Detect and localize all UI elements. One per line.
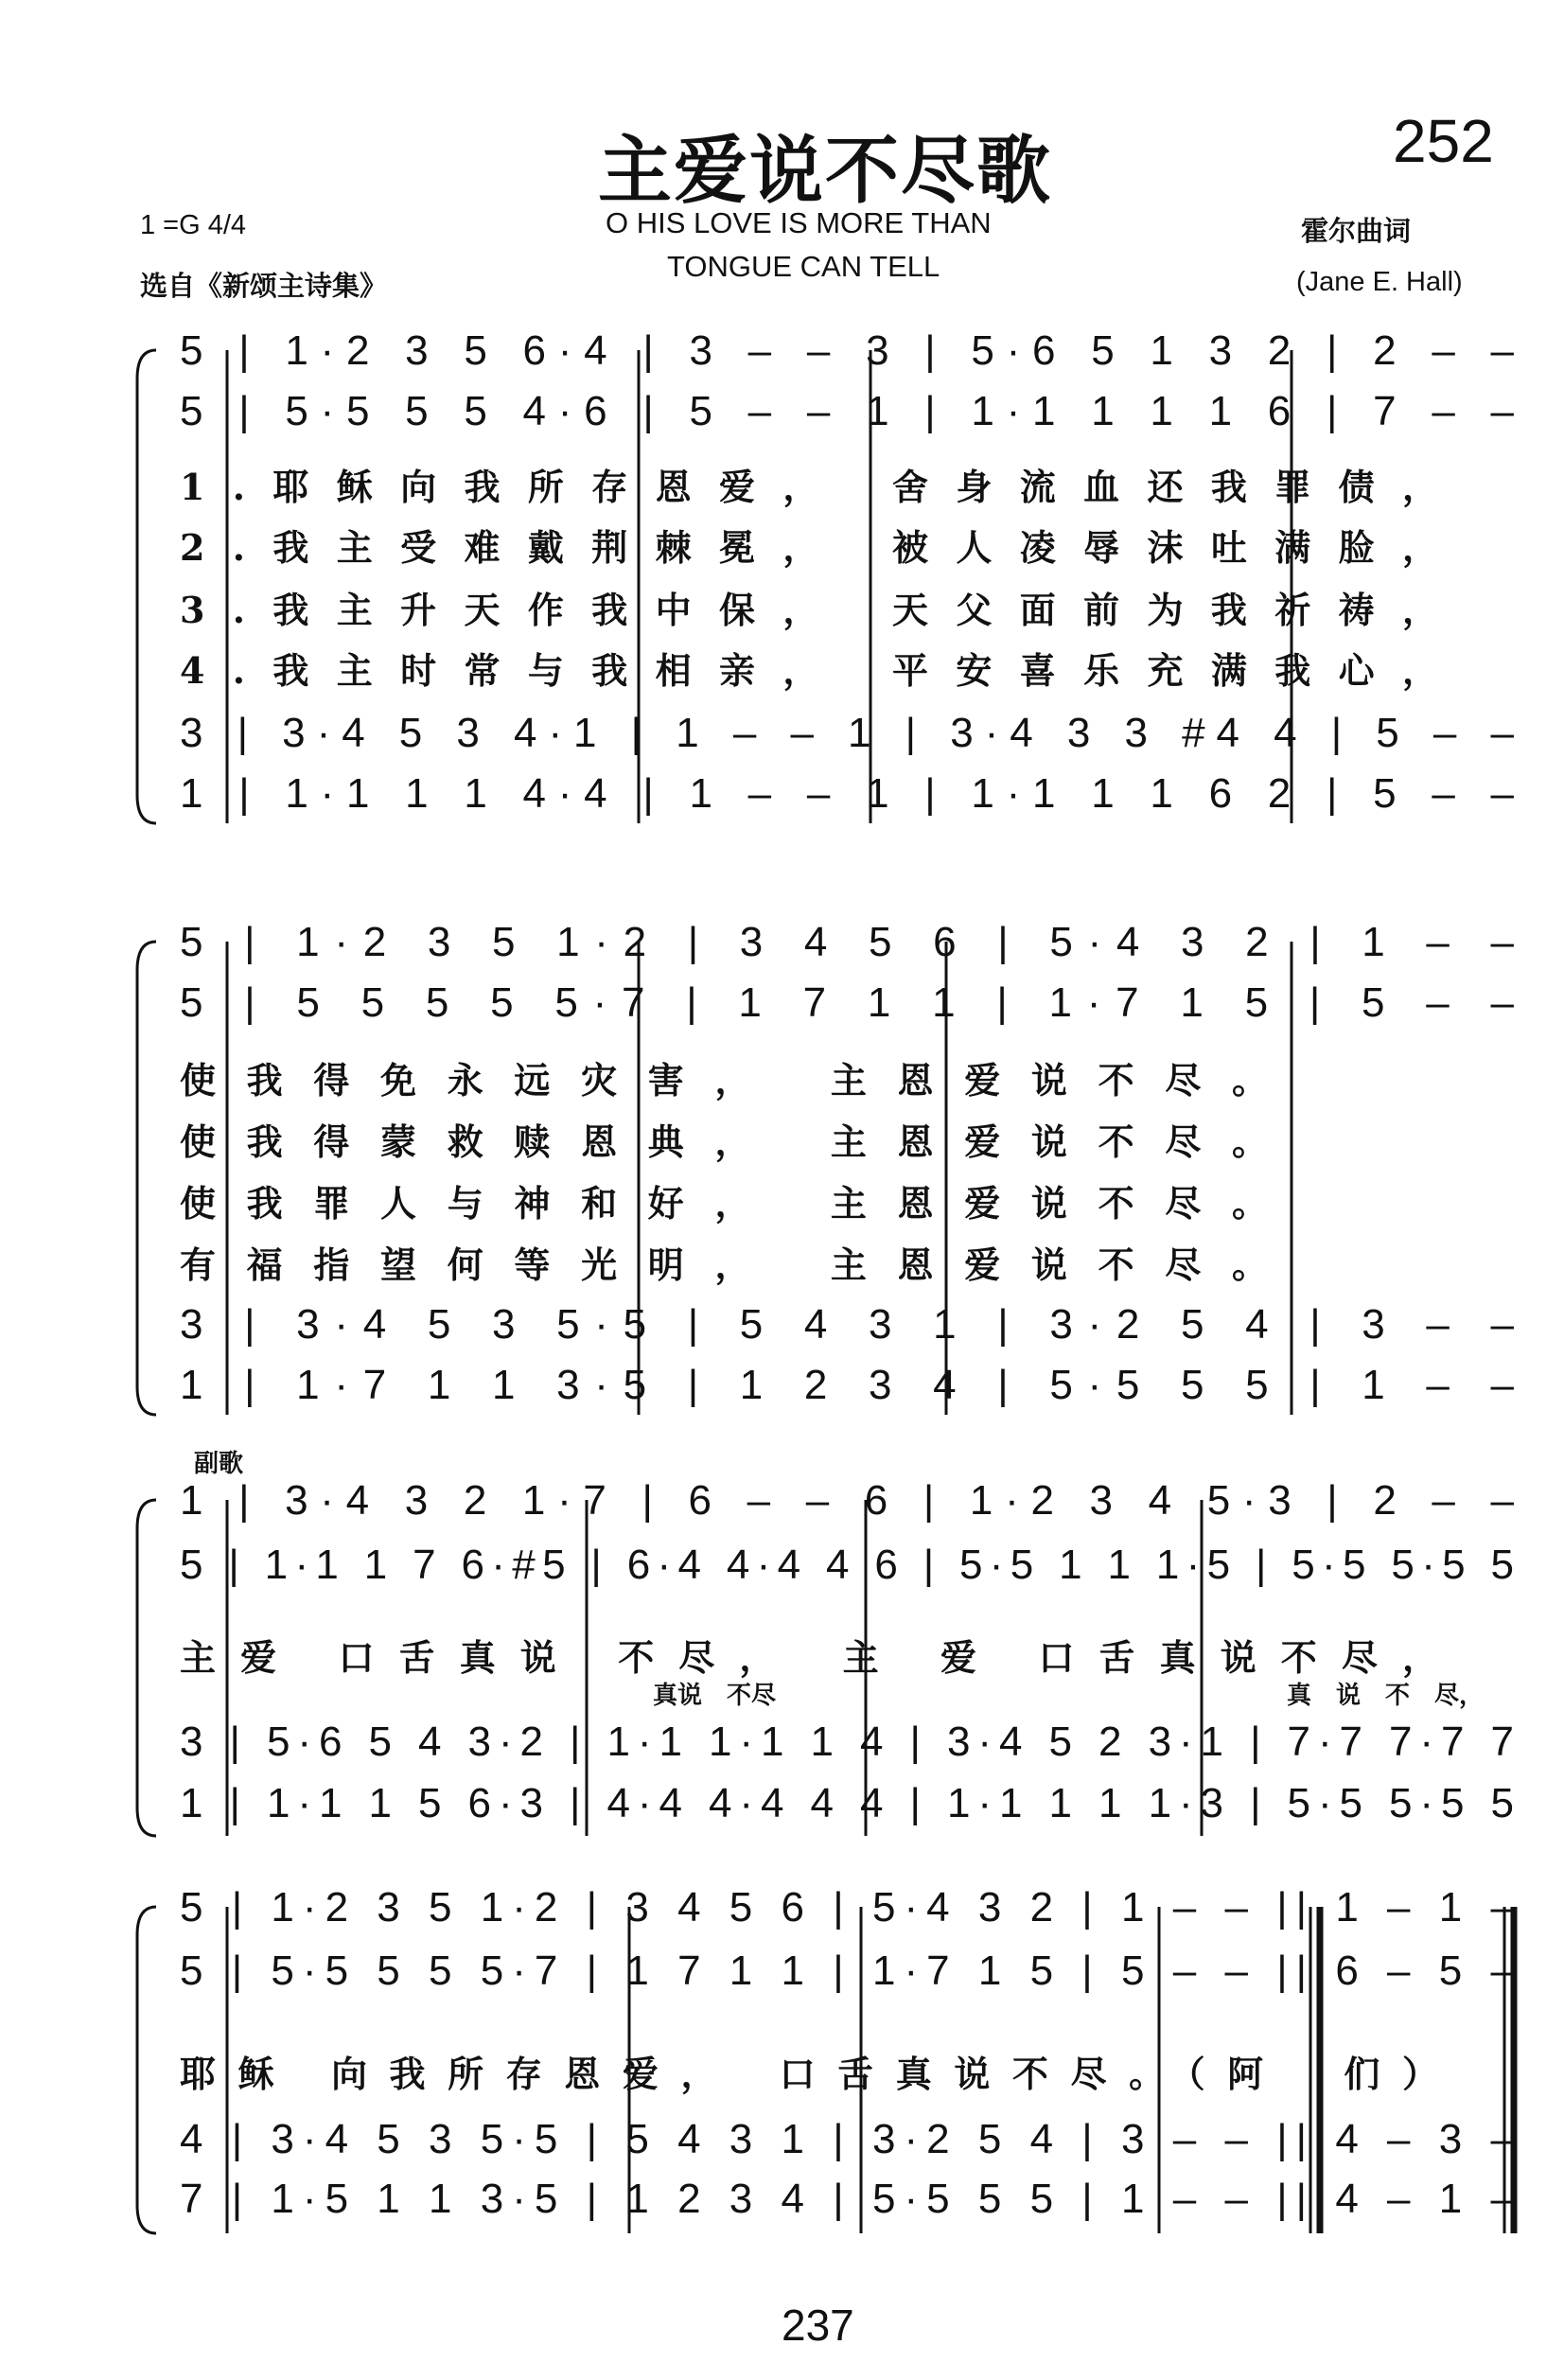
soprano-part: 1 | 3·4 3 2 1·7 | 6 – – 6 | 1·2 3 4 5·3 | 2 – – [180, 1477, 1515, 1524]
lyric-line: 3.我主升天作我中保， 天父面前为我祈祷， [180, 589, 1438, 631]
alto-part: 5 | 5·5 5 5 5·7 | 1 7 1 1 | 1·7 1 5 | 5 – – || 6 – 5 – [180, 1948, 1514, 1994]
lyric-line: 2.我主受难戴荆棘冕， 被人凌辱沫吐满脸， [180, 526, 1438, 569]
composer: 霍尔曲词 [1301, 215, 1412, 247]
tenor-part: 3 | 3·4 5 3 4·1 | 1 – – 1 | 3·4 3 3 #4 4 | 5 – – [180, 710, 1515, 756]
lyric-line: 1.耶稣向我所存恩爱， 舍身流血还我罪债， [180, 466, 1438, 508]
system-4 [137, 1884, 1515, 2233]
tenor-part: 3 | 3·4 5 3 5·5 | 5 4 3 1 | 3·2 5 4 | 3 – – [180, 1301, 1515, 1348]
alto-part: 5 | 1·1 1 7 6·#5 | 6·4 4·4 4 6 | 5·5 1 1 1·5 | 5·5 5·5 5 [180, 1542, 1514, 1588]
lyric-line: 使我罪人与神和好， 主恩爱说不尽。 [180, 1182, 1268, 1225]
soprano-part: 5 | 1·2 3 5 1·2 | 3 4 5 6 | 5·4 3 2 | 1 – – [180, 919, 1515, 965]
soprano-part: 5 | 1·2 3 5 1·2 | 3 4 5 6 | 5·4 3 2 | 1 – – || 1 – 1 – [180, 1884, 1514, 1930]
tenor-part: 4 | 3·4 5 3 5·5 | 5 4 3 1 | 3·2 5 4 | 3 – – || 4 – 3 – [180, 2116, 1514, 2162]
english-title-line2: TONGUE CAN TELL [667, 250, 940, 283]
lyric-line: 耶稣 向我所存恩爱， 口舌真说不尽。（阿 们） [180, 2053, 1438, 2095]
hymn-number: 252 [1393, 107, 1494, 175]
source-note: 选自《新颂主诗集》 [140, 270, 388, 302]
composer-english: (Jane E. Hall) [1296, 267, 1463, 297]
system-brace [137, 1907, 156, 2233]
soprano-part: 5 | 1·2 3 5 6·4 | 3 – – 3 | 5·6 5 1 3 2 | 2 – – [180, 327, 1515, 374]
refrain-label: 副歌 [194, 1450, 244, 1478]
bass-part: 7 | 1·5 1 1 3·5 | 1 2 3 4 | 5·5 5 5 | 1 – – || 4 – 1 – [180, 2176, 1514, 2222]
system-brace [137, 1500, 156, 1836]
lyric-line: 使我得免永远灾害， 主恩爱说不尽。 [180, 1059, 1268, 1102]
lyric-line: 有福指望何等光明， 主恩爱说不尽。 [180, 1243, 1268, 1286]
alto-part: 5 | 5·5 5 5 4·6 | 5 – – 1 | 1·1 1 1 1 6 | 7 – – [180, 388, 1515, 434]
page-number: 237 [782, 2301, 854, 2350]
system-2 [137, 919, 1515, 1415]
bass-part: 1 | 1·1 1 5 6·3 | 4·4 4·4 4 4 | 1·1 1 1 1·3 | 5·5 5·5 5 [180, 1780, 1515, 1826]
system-3-refrain [137, 1449, 1515, 1836]
echo-lyric: 真 说 不 尽， [1287, 1682, 1485, 1710]
alto-part: 5 | 5 5 5 5 5·7 | 1 7 1 1 | 1·7 1 5 | 5 – – [180, 979, 1514, 1026]
system-brace [137, 350, 156, 823]
key-signature: 1 =G 4/4 [140, 210, 247, 240]
system-1 [137, 327, 1515, 823]
lyric-line: 主爱 口舌真说 不尽， 主 爱 口舌真说不尽， [180, 1636, 1438, 1679]
bass-part: 1 | 1·1 1 1 4·4 | 1 – – 1 | 1·1 1 1 6 2 | 5 – – [180, 770, 1515, 817]
lyric-line: 4.我主时常与我相亲， 平安喜乐充满我心， [180, 649, 1438, 692]
lyric-line: 使我得蒙救赎恩典， 主恩爱说不尽。 [180, 1120, 1268, 1163]
tenor-part: 3 | 5·6 5 4 3·2 | 1·1 1·1 1 4 | 3·4 5 2 3·1 | 7·7 7·7 7 [180, 1719, 1515, 1765]
echo-lyric: 真说 不尽 [653, 1682, 777, 1710]
hymn-title: 主爱说不尽歌 [598, 128, 1053, 214]
system-brace [137, 942, 156, 1415]
english-title-line1: O HIS LOVE IS MORE THAN [606, 206, 992, 239]
bass-part: 1 | 1·7 1 1 3·5 | 1 2 3 4 | 5·5 5 5 | 1 – – [180, 1362, 1515, 1408]
